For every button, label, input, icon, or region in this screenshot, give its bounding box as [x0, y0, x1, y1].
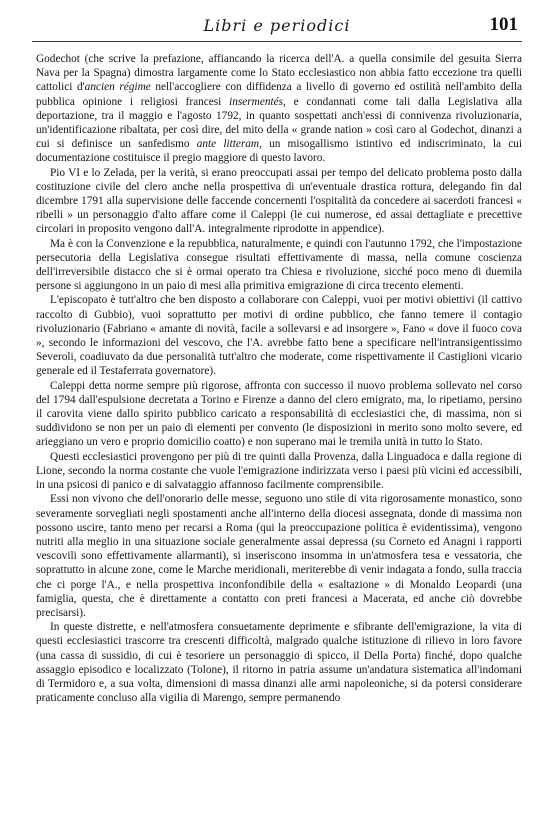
- text-run: Pio VI e lo Zelada, per la verità, si erano preoccupati assai per tempo del delicato problema posto dalla costituzione civile del clero anche nella prospettiva di un'eventuale drastica rottura, delegando fin dal dicembre 1791 alla supervisione delle faccende concernenti l'ospitalità da concedere ai sacerdoti francesi « ribelli » un personaggio d'alto affare come il Caleppi (le cui numerose, ed assai dettagliate e precettive circolari in proposito vengono dall'A. integralmente riprodotte in appendice).: [36, 166, 522, 236]
- paragraph: [36, 620, 522, 705]
- text-run: Ma è con la Convenzione e la repubblica, naturalmente, e quindi con l'autunno 1792, che l'impostazione persecutoria della Legislativa consegue risultati effettivamente di massa, nella comune coscienza dell'irreversibile distacco che si è ormai operato tra Chiesa e rivoluzione, sicché poco meno di duemila persone si aggiungono in un paio di mesi alla primitiva emigrazione di circa trecento elementi.: [36, 237, 522, 293]
- paragraph: [36, 237, 522, 294]
- paragraph: [36, 450, 522, 493]
- paragraph: [36, 492, 522, 620]
- italic-run: ante litteram: [196, 138, 260, 151]
- text-run: Caleppi detta norme sempre più rigorose, affronta con successo il nuovo problema sollevato nel corso del 1794 dall'espulsione decretata a Torino e Firenze a danno del clero emigrato, ma, lo ripetiamo, persino il carovita viene dallo spirito pubblico caricato a responsabilità di ecclesiastici che, di massima, non si suddividono se non per un paio di elementi per convento (le disposizioni in merito sono molto severe, ed arieggiano un vero e proprio domicilio coatto) e non superano mai le tremila unità in tutto lo Stato.: [36, 379, 522, 449]
- page-number: 101: [489, 14, 518, 35]
- text-run: Questi ecclesiastici provengono per più di tre quinti dalla Provenza, dalla Linguadoca e dalla regione di Lione, secondo la norma costante che vuole l'emigrazione indirizzata verso i paesi più vicini ed accessibili, in una psicosi di panico e di salvataggio affannoso facilmente comprensibile.: [36, 450, 522, 492]
- paragraph: [36, 293, 522, 378]
- italic-run: ancien régime: [84, 81, 151, 94]
- header-rule: [32, 41, 522, 42]
- body-text: [36, 52, 522, 705]
- paragraph: [36, 52, 522, 166]
- text-run: , un misogallismo istintivo ed indiscriminato, la cui documentazione costituisce il pregio maggiore di questo lavoro.: [36, 138, 522, 165]
- text-run: nell'accogliere con diffidenza a livello di governo ed ostilità nell'ambito della pubblica opinione i religiosi francesi: [36, 81, 522, 108]
- text-run: , e condannati come tali dalla Legislativa alla deportazione, tra il maggio e l'agosto 1792, in quanto sospettati anch'essi di connivenza rivoluzionaria, un'identificazione ribaltata, per così dire, del mito della « grande nation » così caro al Godechot, dinanzi a cui si definisce un sanfedismo: [36, 95, 523, 151]
- text-run: Godechot (che scrive la prefazione, affiancando la ricerca dell'A. a quella consimile del gesuita Sierra Nava per la Spagna) dimostra largamente come lo Stato ecclesiastico non abbia fatto eccezione tra quelli cattolici d': [36, 53, 522, 94]
- text-run: In queste distrette, e nell'atmosfera consuetamente deprimente e sfibrante dell'emigrazione, la vita di questi ecclesiastici trascorre tra crescenti difficoltà, malgrado qualche istituzione di rilievo in loro favore (una cassa di sussidio, di cui è tesoriere un personaggio di spicco, il Della Porta) finché, dopo qualche assaggio episodico e localizzato (Tolone), il ritorno in patria assume un'andatura sistematica all'indomani di Termidoro e, a sua volta, dimensioni di massa dinanzi alle armi napoleoniche, si da potersi considerare praticamente concluso alla vigilia di Marengo, sempre permanendo: [36, 621, 522, 705]
- paragraph: [36, 166, 522, 237]
- paragraph: [36, 379, 522, 450]
- text-run: Essi non vivono che dell'onorario delle messe, seguono uno stile di vita rigorosamente monastico, sono severamente sorvegliati negli spostamenti anche all'interno della diocesi assegnata, donde di massima non possono uscire, tanto meno per recarsi a Roma (qui la preoccupazione politica è evidentissima), vengono nutriti alla meglio in una situazione sociale generalmente assai depressa (su Corneto ed Anagni i rapporti vescovili sono effettivamente allarmanti), si inseriscono insomma in un'atmosfera tesa e vessatoria, che soprattutto in alcune zone, come le Marche meridionali, meriterebbe di venir indagata a fondo, sulla traccia che ci porge l'A., e nella prospettiva inconfondibile della « esaltazione » di Monaldo Leopardi (una famiglia, questa, che è direttamente a contatto con preti francesi a Macerata, ed anche ciò dovrebbe precisarsi).: [36, 493, 522, 619]
- italic-run: insermentés: [229, 95, 284, 108]
- running-header: [32, 12, 522, 40]
- text-run: L'episcopato è tutt'altro che ben disposto a collaborare con Caleppi, vuoi per motivi obiettivi (il cattivo raccolto di Gubbio), vuoi soprattutto per motivi di ordine pubblico, che fanno temere il contagio rivoluzionario (Fabriano « amante di novità, facile a sollevarsi e ad insorgere », Fano « dove il fuoco cova », secondo le informazioni del vescovo, che l'A. avrebbe fatto bene a specificare nell'intransigentissimo Severoli, coadiuvato da due personalità tutt'altro che moderate, come rispettivamente il Castiglioni vicario generale ed il Testaferrata governatore).: [36, 294, 522, 378]
- running-title: Libri e periodici: [203, 16, 351, 35]
